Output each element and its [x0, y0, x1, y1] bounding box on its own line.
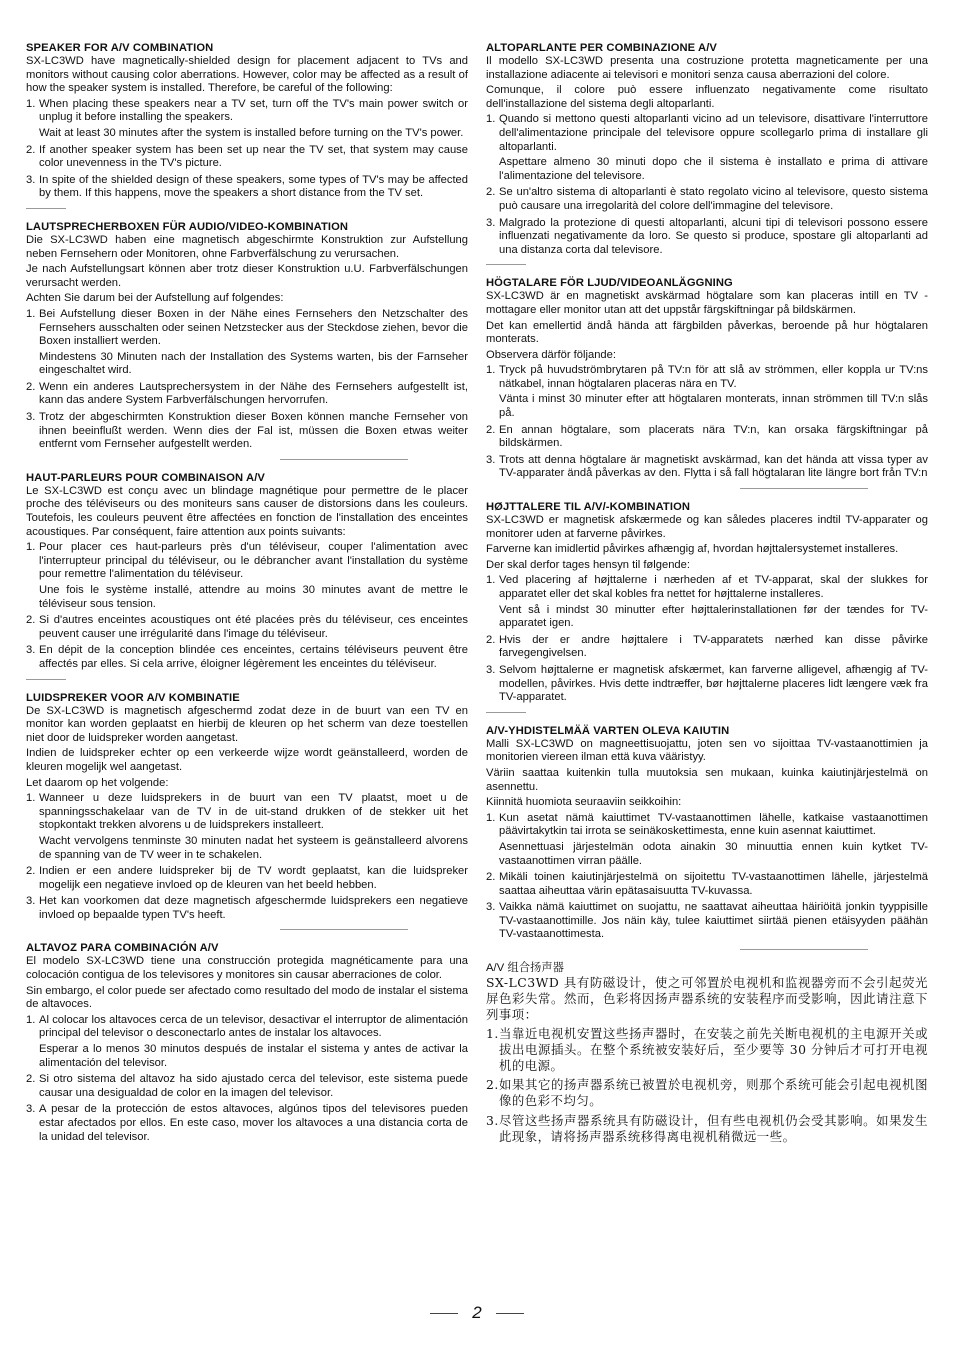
list-item [486, 664, 928, 706]
intro-paragraph: El modelo SX-LC3WD tiene una construcción protegida magnéticamente para una colocación contigua de los televisores y monitores sin causar aberraciones de color. [26, 955, 468, 982]
right-column [486, 42, 928, 1148]
list-item [486, 871, 928, 899]
section-heading: HAUT-PARLEURS POUR COMBINAISON A/V [26, 471, 265, 484]
item-note: Wait at least 30 minutes after the system is installed before turning on the TV's power. [39, 126, 464, 139]
intro-paragraph: Sin embargo, el color puede ser afectado como resultado del modo de instalar el sistema de altavoces. [26, 984, 468, 1011]
numbered-list [26, 541, 468, 672]
list-item [486, 1026, 928, 1076]
item-number: 2. [26, 1073, 36, 1086]
item-number: 1. [486, 1025, 499, 1041]
item-number: 1. [486, 113, 496, 126]
list-item [486, 812, 928, 869]
item-text: Malgrado la protezione di questi altoparlanti, alcuni tipi di televisori possono essere influenzati negativamente da loro. Se questo si produce, spostare gli altoparlanti ad una distanza corta dal televisore. [499, 216, 928, 256]
item-note: Mindestens 30 Minuten nach der Installation des Systems warten, bis der Farnseher eingeschaltet wird. [39, 350, 468, 377]
item-number: 2. [486, 186, 496, 199]
intro-paragraph: Let daarom op het volgende: [26, 776, 169, 789]
section-heading: ALTAVOZ PARA COMBINACIÓN A/V [26, 942, 219, 955]
intro-paragraph: SX-LC3WD have magnetically-shielded design for placement adjacent to TVs and monitors without causing color aberrations. However, color may be affected as a result of how the speaker system is installed. Therefore, be careful of the following: [26, 55, 468, 95]
list-item [486, 574, 928, 631]
item-body [499, 574, 928, 631]
intro-paragraph: Indien de luidspreker echter op een verkeerde wijze wordt geänstalleerd, worden de kleuren mogelijk wel aangetast. [26, 747, 468, 773]
item-body [39, 1073, 468, 1101]
section [486, 501, 928, 706]
item-text: Mikäli toinen kaiutinjärjestelmä on sijoitettu TV-vastaanottimen lähelle, järjestelmä saattaa aiheuttaa värin epätasaisuutta TV-kuvassa. [499, 871, 928, 897]
intro-paragraph: Det kan emellertid ändå hända att färgbilden påverkas, beroende på hur högtalaren monterats. [486, 319, 928, 346]
section-heading: LUIDSPREKER VOOR A/V KOMBINATIE [26, 691, 240, 704]
item-body [39, 174, 468, 202]
section-divider [26, 208, 66, 209]
section [26, 692, 468, 924]
list-item [26, 144, 468, 172]
numbered-list [26, 308, 468, 453]
item-text: Se un'altro sistema di altoparlanti è stato regolato vicino al televisore, questo sistema può causare una irregolarità del colore dell'immagine del televisore. [499, 186, 928, 212]
item-note: Vänta i minst 30 minuter efter att högtalaren monterats, innan strömmen till TV:n slås på. [499, 393, 928, 420]
item-body [499, 1026, 928, 1076]
item-text: En dépit de la conception blindée ces enceintes, certains téléviseurs peuvent être affectés par elles. Si cela arrive, éloigner légèrement les enceintes du téléviseur. [39, 644, 468, 670]
item-note: Aspettare almeno 30 minuti dopo che il sistema è installato e prima di attivare l'alimentazione del televisore. [499, 156, 928, 182]
item-body [499, 1113, 928, 1146]
item-number: 3. [26, 411, 36, 424]
list-item [486, 454, 928, 482]
section-divider [486, 264, 526, 265]
item-text: Ved placering af højttalerne i nærheden af et TV-apparat, skal der slukkes for apparatet eller det skal kobles fra nettet for højttalerne installeres. [499, 574, 928, 600]
item-text: Kun asetat nämä kaiuttimet TV-vastaanottimen lähelle, katkaise vastaanottimen päävirtakytkin tai irrota se seinäkoskettimesta, enne kuin asennat kaiuttimet. [499, 811, 928, 838]
list-item [486, 186, 928, 214]
item-body [39, 411, 468, 453]
item-body [499, 634, 928, 662]
section-divider [280, 929, 408, 930]
item-number: 2. [26, 614, 36, 627]
item-number: 1. [26, 541, 36, 554]
numbered-list [486, 812, 928, 943]
item-text: A pesar de la protección de estos altavoces, algúnos tipos del televisores pueden estar afectados por ellos. En este caso, mover los altavoces a una distancia corta de la unidad del televisor. [39, 1103, 468, 1143]
list-item [26, 1073, 468, 1101]
numbered-list [26, 1014, 468, 1145]
intro-paragraph: Il modello SX-LC3WD presenta una costruzione protetta magneticamente per una installazione adiacente ai televisori e monitori senza causa aberrazioni del colore. [486, 55, 928, 81]
item-body [39, 1103, 468, 1145]
list-item [26, 792, 468, 863]
item-number: 1. [26, 1013, 36, 1026]
intro-paragraph: De SX-LC3WD is magnetisch afgeschermd zodat deze in de buurt van een TV en monitor kan worden geplaatst en hierbij de kleuren op het scherm van deze toestellen niet door de luidspreker worden aangetast. [26, 704, 468, 744]
section-divider [740, 488, 868, 489]
list-item [26, 865, 468, 893]
list-item [486, 1113, 928, 1146]
intro-paragraph: SX-LC3WD 具有防磁设计，使之可邻置於电视机和监视器旁而不会引起荧光屏色彩失常。然而，色彩将因扬声器系统的安装程序而受影响，因此请注意下列事项： [486, 975, 928, 1023]
item-text: Trots att denna högtalare är magnetiskt avskärmad, kan det hända att vissa typer av TV-apparater ändå påverkas av den. Flytta i så fall högtalaran lite längre bort från TV:n [499, 453, 928, 480]
item-body [499, 871, 928, 899]
section-divider [740, 949, 868, 950]
section-heading: HÖGTALARE FÖR LJUD/VIDEOANLÄGGNING [486, 277, 733, 290]
list-item [486, 113, 928, 184]
item-text: Si otro sistema del altavoz ha sido ajustado cerca del televisor, este sistema puede causar una desigualdad de color en la imagen del televisor. [39, 1073, 468, 1099]
list-item [26, 1014, 468, 1071]
section [26, 42, 468, 202]
item-note: Une fois le système installé, attendre au moins 30 minutes avant de mettre le téléviseur sous tension. [39, 584, 468, 610]
item-text: Bei Aufstellung dieser Boxen in der Nähe eines Fernsehers den Netzschalter des Fernsehers ausschalten oder seinen Netzstecker aus der Steckdose ziehen, bevor die Boxen installiert werden. [39, 307, 468, 348]
item-text: 当靠近电视机安置这些扬声器时，在安装之前先关断电视机的主电源开关或拔出电源插头。在整个系统被安装好后，至少要等 30 分钟后才可打开电视机的电源。 [499, 1025, 928, 1074]
item-text: When placing these speakers near a TV set, turn off the TV's main power switch or unplug it before installing the speakers. [39, 97, 468, 124]
page-number: 2 [472, 1303, 482, 1322]
item-text: Wanneer u deze luidsprekers in de buurt van een TV plaatst, moet u de spanningsschakelaar van de TV in de uit-stand drukken of de stekker uit het stopkontakt trekken alvorens u de luidsprekers installeert. [39, 792, 468, 832]
item-text: In spite of the shielded design of these speakers, some types of TV's may be affected by them. If this happens, move the speakers a short distance from the TV set. [39, 173, 468, 200]
list-item [26, 614, 468, 642]
item-note: Asennettuasi järjestelmän odota ainakin 30 minuuttia ennen kuin kytket TV- vastaanottimen virran päälle. [499, 840, 928, 867]
item-number: 2. [486, 633, 496, 646]
section-heading: LAUTSPRECHERBOXEN FÜR AUDIO/VIDEO-KOMBINATION [26, 220, 349, 233]
item-number: 2. [486, 871, 496, 884]
item-number: 2. [26, 143, 36, 156]
section-heading: HØJTTALERE TIL A/V/-KOMBINATION [486, 501, 691, 514]
list-item [26, 411, 468, 453]
list-item [486, 424, 928, 452]
numbered-list [26, 792, 468, 923]
item-body [39, 308, 468, 379]
item-body [39, 865, 468, 893]
intro-paragraph: SX-LC3WD er magnetisk afskærmede og kan således placeres indtil TV-apparater og monitorer uden at farverne påvirkes. [486, 514, 928, 540]
section-heading: A/V 组合扬声器 [486, 962, 564, 975]
item-number: 1. [26, 97, 36, 110]
item-body [39, 1014, 468, 1071]
section-heading: SPEAKER FOR A/V COMBINATION [26, 42, 214, 54]
section-divider [280, 459, 408, 460]
item-number: 3. [486, 216, 496, 229]
item-body [499, 664, 928, 706]
intro-paragraph: Observera därför följande: [486, 348, 616, 361]
section-divider [486, 712, 526, 713]
section [26, 942, 468, 1145]
item-text: Tryck på huvudströmbrytaren på TV:n för att slå av strömmen, eller koppla ur TV:ns nätkabel, innan högtalaren placeras nära en TV. [499, 364, 928, 390]
numbered-list [486, 364, 928, 482]
item-number: 3. [486, 901, 496, 914]
section [26, 221, 468, 453]
item-body [39, 144, 468, 172]
numbered-list [486, 574, 928, 705]
intro-paragraph: Väriin saattaa kuitenkin tulla muutoksia sen mukaan, kuinka kaiutinjärjestelmä on asennettu. [486, 766, 928, 793]
item-note: Esperar a lo menos 30 minutos después de instalar el sistema y antes de activar la alimentación del televisor. [39, 1043, 468, 1069]
item-body [39, 895, 468, 923]
item-body [499, 1077, 928, 1110]
item-body [499, 364, 928, 421]
item-note: Vent så i mindst 30 minutter efter højttalerinstallationen før der tændes for TV-apparatet igen. [499, 603, 928, 630]
item-body [39, 644, 468, 672]
list-item [26, 98, 468, 142]
item-number: 1. [486, 574, 496, 587]
item-text: Selvom højttalerne er magnetisk afskærmet, kan farverne alligevel, afhængig af TV-modellen, påvirkes. Hvis dette indtræffer, bør højttalerne placeres lidt længere væk fra TV-apparatet. [499, 663, 928, 704]
section [486, 725, 928, 943]
item-text: 如果其它的扬声器系统已被置於电视机旁，则那个系统可能会引起电视机图像的色彩不均匀。 [499, 1077, 928, 1109]
section-divider [26, 679, 66, 680]
item-number: 3. [26, 644, 36, 657]
item-text: Indien er een andere luidspreker bij de TV wordt geplaatst, kan die luidspreker mogelijk een negatieve invloed op de kleuren van het beeld hebben. [39, 865, 468, 891]
intro-paragraph: SX-LC3WD är en magnetiskt avskärmad högtalare som kan placeras intill en TV -mottagare eller monitor utan att det uppstår färgskiftningar på bildskärmen. [486, 290, 928, 316]
section-heading: ALTOPARLANTE PER COMBINAZIONE A/V [486, 42, 717, 54]
list-item [26, 644, 468, 672]
left-column [26, 42, 468, 1147]
item-text: Hvis der er andre højttalere i TV-apparatets nærhed kan disse påvirke farvegengivelsen. [499, 633, 928, 660]
intro-paragraph: Farverne kan imidlertid påvirkes afhængig af, hvordan højttalersystemet installeres. [486, 543, 899, 556]
numbered-list [486, 113, 928, 258]
item-text: Al colocar los altavoces cerca de un televisor, desactivar el interruptor de alimentación principal del televisor o desconectarlo antes de instalar los altavoces. [39, 1013, 468, 1040]
footer-rule-right [496, 1313, 524, 1314]
item-text: Vaikka nämä kaiuttimet on suojattu, ne saattavat aiheuttaa häiriöitä jonkin tyyppisille TV-vastaanottimille. Jos näin käy, tulee kaiuttimet siirtää pienen etäisyyden päähän TV-vastaanottimesta. [499, 901, 928, 941]
item-text: If another speaker system has been set up near the TV set, that system may cause color unevenness in the TV's picture. [39, 143, 468, 170]
item-body [39, 614, 468, 642]
section-heading: A/V-YHDISTELMÄÄ VARTEN OLEVA KAIUTIN [486, 724, 730, 737]
item-number: 3. [26, 1103, 36, 1116]
intro-paragraph: Comunque, il colore può essere influenzato negativamente come risultato dell'installazione del sistema degli altoparlanti. [486, 84, 928, 110]
intro-paragraph: Je nach Aufstellungsart können aber trotz dieser Konstruktion u.U. Farbverfälschungen verursacht werden. [26, 263, 468, 289]
item-note: Wacht vervolgens tenminste 30 minuten nadat het systeem is geänstalleerd alvorens de spanning van de TV weer in te schakelen. [39, 834, 468, 861]
item-text: Pour placer ces haut-parleurs près d'un téléviseur, couper l'alimentation avec l'interrupteur principal du téléviseur, ou le débrancher avant l'installation du système pour remettre l'alimentation du téléviseur. [39, 541, 468, 581]
item-number: 2. [26, 865, 36, 878]
numbered-list [26, 98, 468, 202]
item-number: 1. [26, 307, 36, 320]
item-number: 1. [486, 811, 496, 824]
intro-paragraph: Der skal derfor tages hensyn til følgende: [486, 558, 690, 571]
item-body [499, 424, 928, 452]
intro-paragraph: Le SX-LC3WD est conçu avec un blindage magnétique pour permettre de le placer proche des téléviseurs ou des moniteurs sans causer de distorsions dans les couleurs. Toutefois, les couleurs peuvent être affectées en fonction de l'installation des enceintes acoustiques. Par conséquent, faire attention aux points suivants: [26, 484, 468, 538]
item-body [39, 98, 468, 142]
list-item [26, 1103, 468, 1145]
list-item [486, 217, 928, 259]
item-number: 3. [26, 895, 36, 908]
item-body [499, 454, 928, 482]
section [486, 42, 928, 258]
item-number: 2. [486, 423, 496, 436]
list-item [26, 541, 468, 612]
section [486, 962, 928, 1146]
item-text: Trotz der abgeschirmten Konstruktion dieser Boxen können manche Fernseher von ihnen beeinflußt werden. Wenn dies der Fal ist, müssen die Boxen etwas weiter entfernt vom Fernseher aufgestellt werden. [39, 411, 468, 451]
item-body [39, 541, 468, 612]
item-text: Het kan voorkomen dat deze magnetisch afgeschermde luidsprekers een negatieve invloed op bepaalde typen TV's heeft. [39, 895, 468, 921]
item-number: 3. [486, 663, 496, 676]
numbered-list [486, 1026, 928, 1146]
intro-paragraph: Malli SX-LC3WD on magneettisuojattu, joten sen vo sijoittaa TV-vastaanottimien ja monitorien viereen ilman että kuva vääristyy. [486, 737, 928, 764]
item-text: En annan högtalare, som placerats nära TV:n, kan orsaka färgskiftningar på bildskärmen. [499, 423, 928, 450]
item-body [499, 901, 928, 943]
list-item [26, 308, 468, 379]
item-body [499, 812, 928, 869]
item-text: Quando si mettono questi altoparlanti vicino ad un televisore, disattivare l'interruttore dell'alimentazione principale del televisore oppure scollegarlo prima di installare gli altoparlanti. [499, 113, 928, 153]
item-number: 1. [26, 792, 36, 805]
list-item [26, 381, 468, 409]
item-body [499, 186, 928, 214]
intro-paragraph: Kiinnitä huomiota seuraaviin seikkoihin: [486, 796, 682, 809]
item-number: 1. [486, 364, 496, 377]
list-item [486, 634, 928, 662]
item-text: Wenn ein anderes Lautsprechersystem in der Nähe des Fernsehers aufgestellt ist, kann das andere System Farbverfälschungen hervorrufen. [39, 380, 468, 407]
item-body [39, 381, 468, 409]
item-text: 尽管这些扬声器系统具有防磁设计，但有些电视机仍会受其影响。如果发生此现象，请将扬声器系统移得离电视机稍微远一些。 [499, 1112, 928, 1144]
list-item [486, 364, 928, 421]
item-number: 3. [26, 173, 36, 186]
list-item [26, 174, 468, 202]
item-number: 3. [486, 453, 496, 466]
item-number: 3. [486, 1112, 499, 1128]
item-number: 2. [26, 380, 36, 393]
intro-paragraph: Achten Sie darum bei der Aufstellung auf folgendes: [26, 292, 284, 305]
item-body [39, 792, 468, 863]
section [26, 472, 468, 673]
list-item [26, 895, 468, 923]
list-item [486, 1077, 928, 1110]
intro-paragraph: Die SX-LC3WD haben eine magnetisch abgeschirmte Konstruktion zur Aufstellung neben Fernsehern oder Monitoren, ohne Farbverfälschung zu verursachen. [26, 233, 468, 260]
item-text: Si d'autres enceintes acoustiques ont été placées près du téléviseur, ces enceintes peuvent causer une irrégularité dans l'image du téléviseur. [39, 614, 468, 640]
item-number: 2. [486, 1077, 499, 1093]
item-body [499, 113, 928, 184]
list-item [486, 901, 928, 943]
item-body [499, 217, 928, 259]
section [486, 277, 928, 482]
